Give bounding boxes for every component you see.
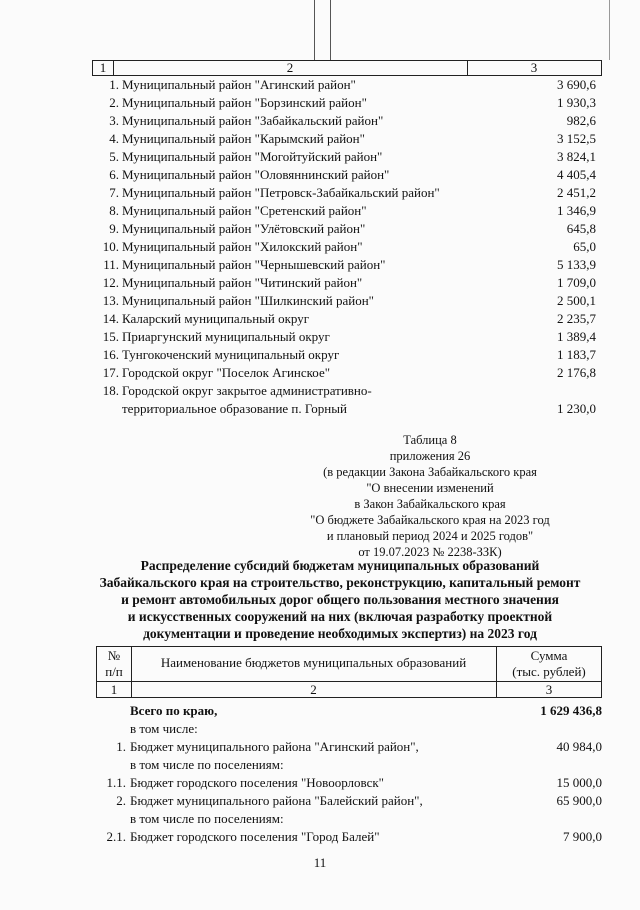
row-value: 2 500,1 — [557, 293, 596, 308]
row-number: 16. — [102, 347, 119, 362]
table-row — [96, 810, 602, 828]
row-value: 2 451,2 — [557, 185, 596, 200]
table-row — [96, 774, 602, 792]
table-body — [96, 702, 602, 846]
row-number: 6. — [109, 167, 119, 182]
row-name: Городской округ "Поселок Агинское" — [122, 365, 331, 380]
table-row — [92, 346, 602, 364]
row-number: 2. — [109, 95, 119, 110]
row-name: Муниципальный район "Петровск-Забайкальский район" — [122, 185, 440, 200]
row-name: в том числе: — [130, 721, 198, 736]
table-row — [96, 756, 602, 774]
header-number: № п/п — [105, 648, 123, 679]
row-value: 1 629 436,8 — [540, 703, 602, 718]
row-number: 15. — [102, 329, 119, 344]
title-line: документации и проведение необходимых экспертиз) на 2023 год — [143, 626, 537, 641]
row-name: Бюджет муниципального района "Агинский район", — [130, 739, 419, 754]
caption-line: Таблица 8 — [403, 433, 457, 447]
row-name: Муниципальный район "Агинский район" — [122, 77, 356, 92]
row-number: 1.1. — [106, 775, 126, 790]
row-number: 1. — [109, 77, 119, 92]
column-number-3: 3 — [545, 682, 553, 697]
table-row — [92, 310, 602, 328]
table-row — [92, 148, 602, 166]
row-name: Муниципальный район "Борзинский район" — [122, 95, 367, 110]
row-name: Бюджет муниципального района "Балейский район", — [130, 793, 423, 808]
row-number: 9. — [109, 221, 119, 236]
row-value: 7 900,0 — [563, 829, 602, 844]
table-body — [92, 76, 602, 382]
row-name: Каларский муниципальный округ — [122, 311, 310, 326]
table-row — [92, 130, 602, 148]
row-name: Муниципальный район "Улётовский район" — [122, 221, 366, 236]
title-line: и искусственных сооружений на них (включая разработку проектной — [127, 609, 553, 624]
row-name: в том числе по поселениям: — [130, 757, 284, 772]
row-value: 1 346,9 — [557, 203, 596, 218]
row-value: 1 930,3 — [557, 95, 596, 110]
row-number: 17. — [102, 365, 119, 380]
row-number: 4. — [109, 131, 119, 146]
row-value: 1 709,0 — [557, 275, 596, 290]
row-name: Муниципальный район "Карымский район" — [122, 131, 365, 146]
caption-line: "О бюджете Забайкальского края на 2023 год — [310, 513, 550, 527]
row-value: 1 183,7 — [557, 347, 596, 362]
header-name: Наименование бюджетов муниципальных образований — [160, 655, 467, 670]
row-name-line-1: Городской округ закрытое административно- — [122, 383, 372, 398]
row-value: 3 824,1 — [557, 149, 596, 164]
scan-artifact-line — [314, 0, 315, 60]
row-value: 4 405,4 — [557, 167, 596, 182]
subsidy-distribution-table — [96, 646, 602, 846]
table-row — [92, 184, 602, 202]
subsidy-table-continued — [92, 60, 602, 418]
row-value: 1 389,4 — [557, 329, 596, 344]
row-name: Муниципальный район "Шилкинский район" — [122, 293, 374, 308]
column-numbers-row — [97, 682, 601, 697]
row-name: Бюджет городского поселения "Город Балей" — [130, 829, 380, 844]
table-row — [92, 256, 602, 274]
table-row — [92, 76, 602, 94]
table-row — [92, 274, 602, 292]
table-row — [92, 292, 602, 310]
table-row — [92, 382, 602, 418]
row-name: Муниципальный район "Оловяннинский район" — [122, 167, 390, 182]
row-number: 1. — [116, 739, 126, 754]
table-row — [92, 112, 602, 130]
header-sum: Сумма (тыс. рублей) — [512, 648, 586, 679]
row-number: 5. — [109, 149, 119, 164]
row-name: в том числе по поселениям: — [130, 811, 284, 826]
row-number: 7. — [109, 185, 119, 200]
table-caption — [300, 432, 560, 560]
title-line: и ремонт автомобильных дорог общего пользования местного значения — [121, 592, 559, 607]
title-line: Распределение субсидий бюджетам муниципальных образований — [140, 558, 540, 573]
row-number: 18. — [102, 383, 119, 398]
row-value: 3 152,5 — [557, 131, 596, 146]
table-row — [92, 202, 602, 220]
caption-line: приложения 26 — [389, 449, 471, 463]
table-row — [92, 166, 602, 184]
table-row — [92, 328, 602, 346]
column-number-1: 1 — [110, 682, 118, 697]
table-row — [92, 238, 602, 256]
caption-line: "О внесении изменений — [366, 481, 494, 495]
caption-line: (в редакции Закона Забайкальского края — [323, 465, 537, 479]
row-value: 5 133,9 — [557, 257, 596, 272]
caption-line: от 19.07.2023 № 2238-ЗЗК) — [358, 545, 502, 559]
row-name: Муниципальный район "Забайкальский район" — [122, 113, 384, 128]
row-name: Бюджет городского поселения "Новоорловск" — [130, 775, 384, 790]
scan-artifact-line — [609, 0, 610, 60]
column-number-2: 2 — [286, 60, 294, 75]
caption-line: и плановый период 2024 и 2025 годов" — [326, 529, 534, 543]
row-number: 3. — [109, 113, 119, 128]
row-name: Муниципальный район "Читинский район" — [122, 275, 363, 290]
row-value: 2 235,7 — [557, 311, 596, 326]
title-line: Забайкальского края на строительство, реконструкцию, капитальный ремонт — [99, 575, 581, 590]
row-number: 2.1. — [106, 829, 126, 844]
row-number: 2. — [116, 793, 126, 808]
table-row — [92, 220, 602, 238]
row-name-line-2: территориальное образование п. Горный — [122, 401, 347, 416]
table-row — [96, 828, 602, 846]
caption-line: в Закон Забайкальского края — [354, 497, 506, 511]
table-row — [96, 738, 602, 756]
row-number: 8. — [109, 203, 119, 218]
table-row — [92, 94, 602, 112]
row-value: 1 230,0 — [557, 401, 596, 416]
scan-artifact-line — [330, 0, 331, 60]
row-number: 10. — [102, 239, 119, 254]
row-name: Муниципальный район "Хилокский район" — [122, 239, 363, 254]
row-value: 2 176,8 — [557, 365, 596, 380]
table-row — [96, 702, 602, 720]
row-name: Муниципальный район "Могойтуйский район" — [122, 149, 383, 164]
row-value: 65,0 — [573, 239, 596, 254]
row-value: 3 690,6 — [557, 77, 596, 92]
row-name: Приаргунский муниципальный округ — [122, 329, 330, 344]
row-number: 11. — [103, 257, 119, 272]
row-value: 40 984,0 — [556, 739, 602, 754]
table-row — [96, 720, 602, 738]
row-value: 65 900,0 — [556, 793, 602, 808]
page-number: 11 — [313, 855, 327, 870]
column-number-2: 2 — [310, 682, 317, 697]
table-header-row — [97, 647, 601, 682]
table-row — [96, 792, 602, 810]
row-name: Муниципальный район "Сретенский район" — [122, 203, 367, 218]
row-number: 14. — [102, 311, 119, 326]
row-value: 15 000,0 — [556, 775, 602, 790]
table-row — [92, 364, 602, 382]
column-number-1: 1 — [99, 60, 107, 75]
row-name: Муниципальный район "Чернышевский район" — [122, 257, 386, 272]
row-name: Всего по краю, — [130, 703, 218, 718]
row-value: 645,8 — [566, 221, 596, 236]
row-value: 982,6 — [566, 113, 596, 128]
column-number-3: 3 — [530, 60, 538, 75]
row-name: Тунгокоченский муниципальный округ — [122, 347, 340, 362]
row-number: 12. — [102, 275, 119, 290]
document-title — [70, 557, 610, 642]
row-number: 13. — [102, 293, 119, 308]
table-header-row — [92, 60, 602, 76]
